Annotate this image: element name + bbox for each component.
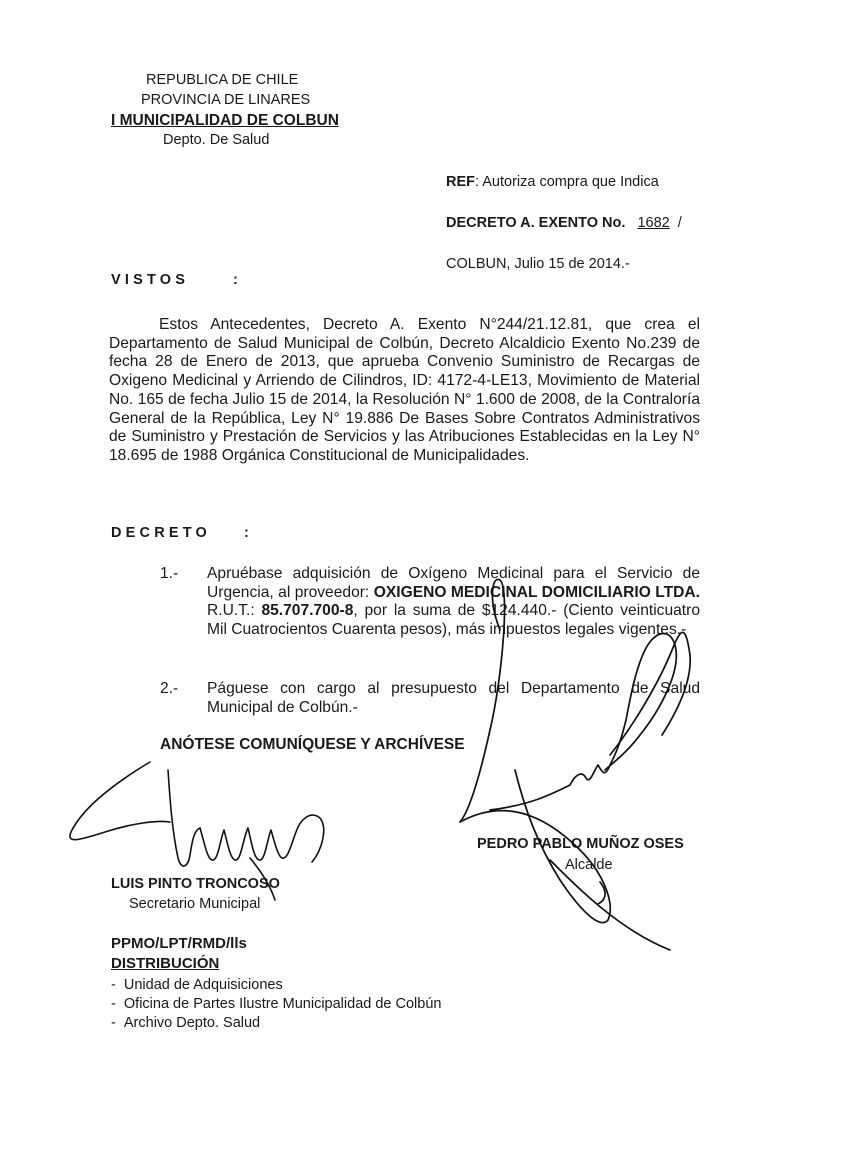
decree-number: 1682: [637, 215, 670, 231]
item-1-text-b: R.U.T.:: [207, 602, 262, 620]
header-municipality: I MUNICIPALIDAD DE COLBUN: [111, 112, 339, 129]
distribution-item: - Archivo Depto. Salud: [111, 1015, 261, 1031]
vistos-heading: VISTOS: [111, 272, 190, 288]
item-2-text: Páguese con cargo al presupuesto del Departamento de Salud Municipal de Colbún.-: [207, 680, 700, 716]
vistos-colon: :: [233, 272, 238, 288]
distribution-heading: DISTRIBUCIÓN: [111, 955, 220, 972]
place-date: COLBUN, Julio 15 de 2014.-: [446, 256, 630, 272]
closing-formula: ANÓTESE COMUNÍQUESE Y ARCHÍVESE: [160, 736, 465, 753]
decree-label: DECRETO A. EXENTO No.: [446, 215, 626, 231]
mayor-title: Alcalde: [565, 857, 613, 873]
secretary-name: LUIS PINTO TRONCOSO: [111, 876, 280, 892]
mayor-name: PEDRO PABLO MUÑOZ OSES: [477, 836, 684, 852]
ref-label: REF: [446, 174, 475, 190]
secretary-title: Secretario Municipal: [129, 896, 261, 912]
item-1-text: [207, 565, 700, 640]
distribution-item: - Oficina de Partes Ilustre Municipalidad de Colbún: [111, 996, 442, 1012]
secretary-signature-icon: [60, 750, 340, 920]
header-country: REPUBLICA DE CHILE: [146, 72, 299, 88]
item-2-number: 2.-: [160, 680, 179, 697]
vistos-body: Estos Antecedentes, Decreto A. Exento N°244/21.12.81, que crea el Departamento de Salud Municipal de Colbún, Decreto Alcaldicio Exento No.239 de fecha 28 de Enero de 2013, que aprueba Convenio Suministro de Recargas de Oxigeno Medicinal y Arriendo de Cilindros, ID: 4172-4-LE13, Movimiento de Material No. 165 de fecha Julio 15 de 2014, la Resolución N° 1.600 de 2008, de la Contraloría General de la República, Ley N° 19.886 De Bases Sobre Contratos Administrativos de Suministro y Prestación de Servicios y las Atribuciones Establecidas en la Ley N° 18.695 de 1988 Orgánica Constitucional de Municipalidades.: [109, 316, 700, 464]
distribution-item: - Unidad de Adquisiciones: [111, 977, 283, 993]
header-province: PROVINCIA DE LINARES: [141, 92, 311, 108]
header-department: Depto. De Salud: [163, 132, 270, 148]
distribution-item-3: Archivo Depto. Salud: [123, 1015, 261, 1031]
initials: PPMO/LPT/RMD/lls: [111, 935, 247, 952]
item-1-text-c: , por la suma de $124.440.- (Ciento veinticuatro Mil Cuatrocientos Cuarenta pesos), más impuestos legales vigentes.-: [207, 602, 701, 639]
decree-slash: /: [677, 215, 682, 231]
ref-text: : Autoriza compra que Indica: [475, 174, 659, 190]
distribution-item-1: Unidad de Adquisiciones: [123, 977, 283, 993]
decreto-colon: :: [244, 525, 249, 541]
distribution-item-2: Oficina de Partes Ilustre Municipalidad de Colbún: [123, 996, 442, 1012]
item-1-number: 1.-: [160, 565, 179, 582]
item-1-supplier: OXIGENO MEDICINAL DOMICILIARIO LTDA.: [373, 583, 700, 601]
decree-number-line: [446, 213, 682, 233]
item-1-rut: 85.707.700-8: [261, 602, 354, 620]
item-1-text-a: Apruébase adquisición de Oxígeno Medicinal para el Servicio de Urgencia, al proveedor:: [207, 565, 700, 601]
ref-line: [446, 172, 659, 192]
decreto-heading: DECRETO: [111, 525, 212, 541]
